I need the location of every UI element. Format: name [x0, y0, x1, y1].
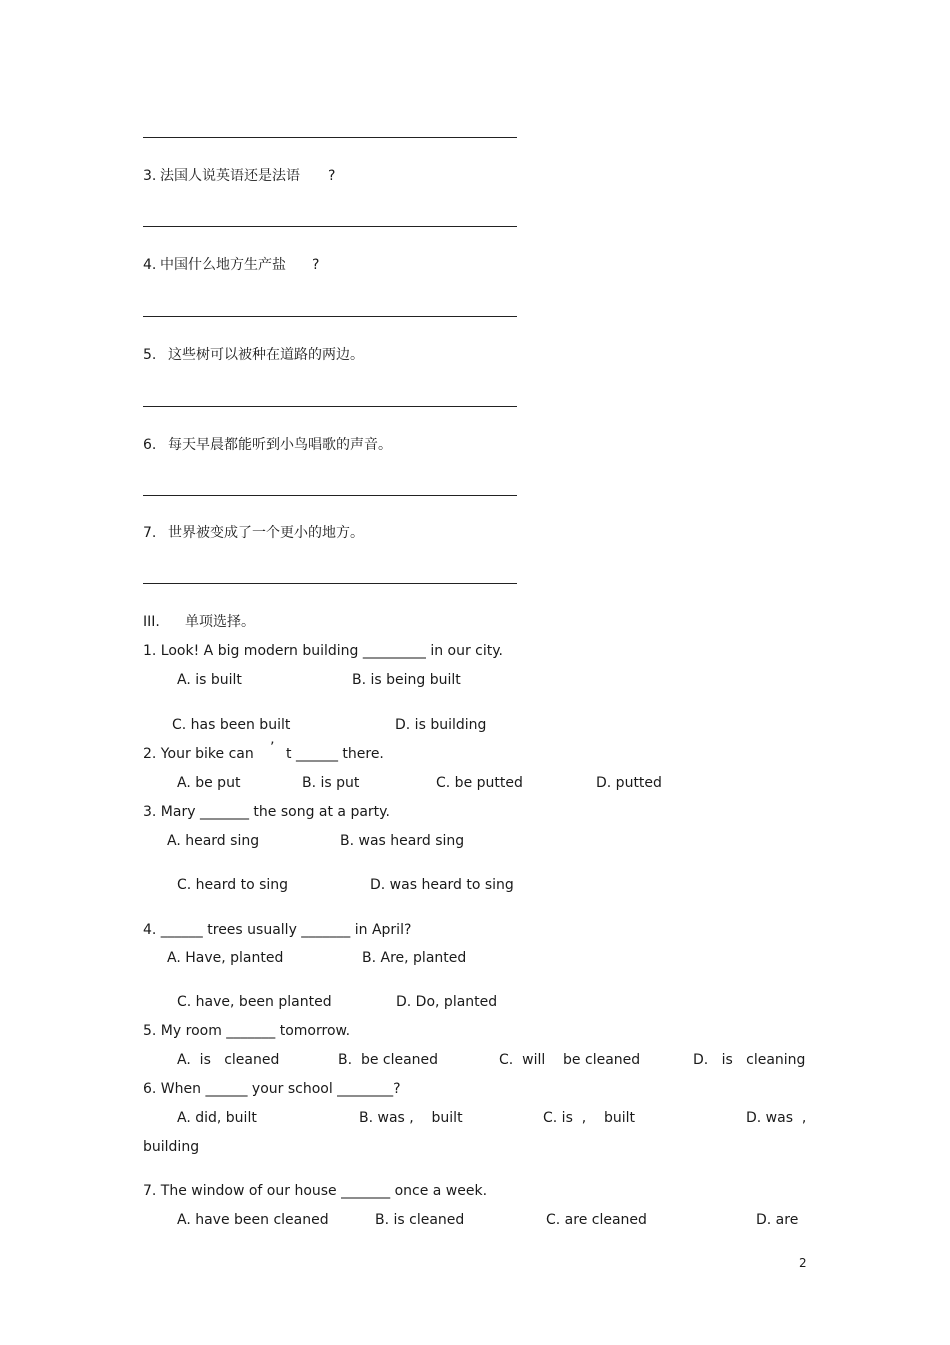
page-number: 2 — [799, 1256, 807, 1270]
question-mark: ? — [312, 257, 320, 273]
option: A. is built — [177, 672, 242, 688]
answer-line — [143, 226, 517, 227]
answer-line — [143, 583, 517, 584]
question-stem: 4. ______ trees usually _______ in April? — [143, 922, 412, 938]
option: D. putted — [596, 775, 662, 791]
option: D. was , — [746, 1110, 807, 1126]
translation-number: 7. — [143, 525, 157, 541]
answer-line — [143, 316, 517, 317]
translation-number: 3. — [143, 168, 157, 184]
option: B. be cleaned — [338, 1052, 439, 1068]
option: C. be putted — [436, 775, 523, 791]
translation-number: 4. — [143, 257, 157, 273]
option: B. is being built — [352, 672, 461, 688]
translation-prompt: 法国人说英语还是法语 — [160, 168, 300, 184]
translation-prompt: 这些树可以被种在道路的两边。 — [168, 347, 364, 363]
option: C. is , built — [543, 1110, 636, 1126]
question-stem: 5. My room _______ tomorrow. — [143, 1023, 351, 1039]
translation-number: 6. — [143, 437, 157, 453]
question-mark: ? — [328, 168, 336, 184]
option: A. is cleaned — [177, 1052, 280, 1068]
option: B. is cleaned — [375, 1212, 465, 1228]
option: D. is cleaning — [693, 1052, 806, 1068]
question-stem: t ______ there. — [286, 746, 384, 762]
option: B. is put — [302, 775, 360, 791]
question-stem: 7. The window of our house _______ once a week. — [143, 1183, 488, 1199]
translation-prompt: 世界被变成了一个更小的地方。 — [168, 525, 364, 541]
option: B. Are, planted — [362, 950, 467, 966]
question-stem: 3. Mary _______ the song at a party. — [143, 804, 390, 820]
option: D. Do, planted — [396, 994, 498, 1010]
section-title: 单项选择。 — [185, 614, 255, 630]
option: C. heard to sing — [177, 877, 289, 893]
option-wrap: building — [143, 1139, 200, 1155]
question-stem: 1. Look! A big modern building _________ in our city. — [143, 643, 503, 659]
option: B. was , built — [359, 1110, 463, 1126]
option: A. be put — [177, 775, 241, 791]
option: D. was heard to sing — [370, 877, 514, 893]
option: D. are — [756, 1212, 799, 1228]
option: B. was heard sing — [340, 833, 465, 849]
translation-number: 5. — [143, 347, 157, 363]
section-numeral: III. — [143, 614, 160, 630]
option: C. will be cleaned — [499, 1052, 641, 1068]
option: C. are cleaned — [546, 1212, 647, 1228]
option: C. has been built — [172, 717, 291, 733]
option: A. did, built — [177, 1110, 257, 1126]
apostrophe: ’ — [270, 740, 275, 756]
option: A. Have, planted — [167, 950, 284, 966]
translation-prompt: 中国什么地方生产盐 — [160, 257, 286, 273]
answer-line — [143, 137, 517, 138]
option: A. heard sing — [167, 833, 260, 849]
answer-line — [143, 495, 517, 496]
option: A. have been cleaned — [177, 1212, 329, 1228]
option: D. is building — [395, 717, 487, 733]
question-stem: 6. When ______ your school ________? — [143, 1081, 401, 1097]
question-stem: 2. Your bike can — [143, 746, 254, 762]
translation-prompt: 每天早晨都能听到小鸟唱歌的声音。 — [168, 437, 392, 453]
answer-line — [143, 406, 517, 407]
option: C. have, been planted — [177, 994, 332, 1010]
